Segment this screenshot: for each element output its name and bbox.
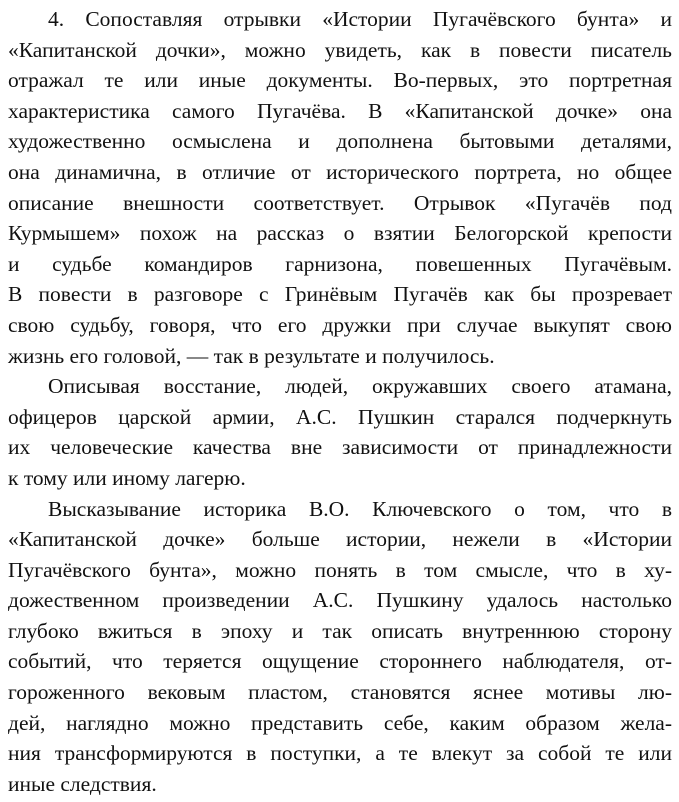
text-line: описание внешности соответствует. Отрывок «Пугачёв под xyxy=(8,190,672,215)
text-line: Описывая восстание, людей, окружавших своего атамана, xyxy=(48,374,672,399)
text-line: отражал те или иные документы. Во-первых, это портретная xyxy=(8,68,672,93)
text-line: к тому или иному лагерю. xyxy=(8,465,246,490)
paragraph-1 xyxy=(8,4,672,371)
text-line: жизнь его головой, — так в результате и получилось. xyxy=(8,343,495,368)
text-line: и судьбе командиров гарнизона, повешенных Пугачёвым. xyxy=(8,251,672,276)
text-line: «Капитанской дочке» больше истории, нежели в «Истории xyxy=(8,527,672,552)
text-line: дожественном произведении А.С. Пушкину удалось настолько xyxy=(8,588,672,613)
text-line: событий, что теряется ощущение стороннего наблюдателя, от- xyxy=(8,649,672,674)
text-line: она динамична, в отличие от исторического портрета, но общее xyxy=(8,159,672,184)
text-line: характеристика самого Пугачёва. В «Капитанской дочке» она xyxy=(8,98,672,123)
text-line: глубоко вжиться в эпоху и так описать внутреннюю сторону xyxy=(8,618,672,643)
text-line: художественно осмыслена и дополнена бытовыми деталями, xyxy=(8,129,672,154)
text-line: их человеческие качества вне зависимости от принадлежности xyxy=(8,435,672,460)
text-line: В повести в разговоре с Гринёвым Пугачёв как бы прозревает xyxy=(8,282,672,307)
text-line: офицеров царской армии, А.С. Пушкин старался подчеркнуть xyxy=(8,404,672,429)
text-line: иные следствия. xyxy=(8,771,157,796)
text-line: Курмышем» похож на рассказ о взятии Белогорской крепости xyxy=(8,221,672,246)
text-line: Высказывание историка В.О. Ключевского о том, что в xyxy=(48,496,672,521)
text-line: 4. Сопоставляя отрывки «Истории Пугачёвского бунта» и xyxy=(48,7,672,31)
text-line: свою судьбу, говоря, что его дружки при случае выкупят свою xyxy=(8,312,672,337)
text-line: гороженного вековым пластом, становятся яснее мотивы лю- xyxy=(8,680,672,705)
paragraph-3 xyxy=(8,494,672,800)
text-line: Пугачёвского бунта», можно понять в том смысле, что в ху- xyxy=(8,557,672,582)
text-line: ния трансформируются в поступки, а те влекут за собой те или xyxy=(8,741,672,766)
text-line: дей, наглядно можно представить себе, каким образом жела- xyxy=(8,710,672,735)
text-line: «Капитанской дочки», можно увидеть, как в повести писатель xyxy=(8,37,672,62)
paragraph-2 xyxy=(8,371,672,493)
